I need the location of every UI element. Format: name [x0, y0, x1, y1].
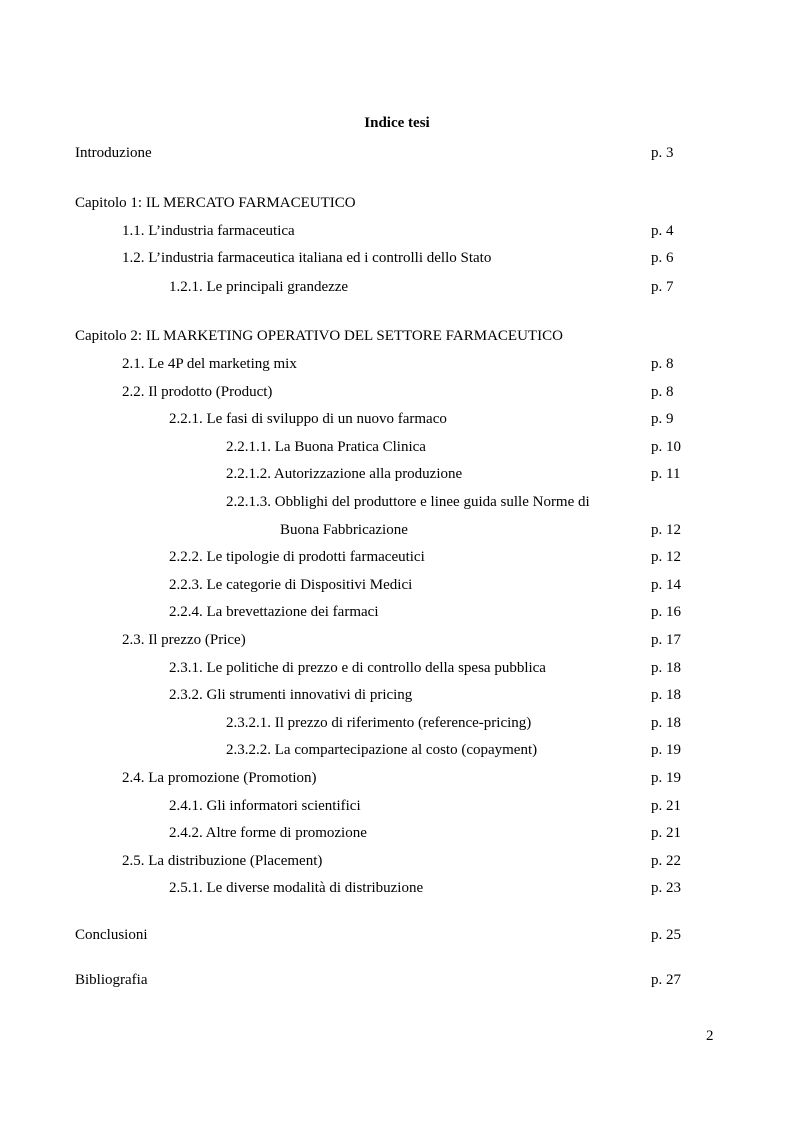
toc-entry-label: 1.1. L’industria farmaceutica [122, 223, 295, 239]
toc-entry-label: Bibliografia [75, 972, 148, 988]
toc-entry-page: p. 8 [651, 384, 674, 400]
toc-chapter-1 [0, 193, 794, 213]
toc-entry-label: 1.2. L’industria farmaceutica italiana ed i controlli dello Stato [122, 250, 492, 266]
toc-entry-page: p. 8 [651, 356, 674, 372]
toc-entry-page: p. 18 [651, 715, 681, 731]
toc-entry-introduzione [0, 143, 794, 163]
toc-entry-page: p. 27 [651, 972, 681, 988]
toc-entry-label: 2.3.2.2. La compartecipazione al costo (copayment) [226, 742, 538, 758]
toc-entry-label: 2.2.1. Le fasi di sviluppo di un nuovo farmaco [169, 411, 447, 427]
toc-entry-page: p. 23 [651, 880, 681, 896]
toc-entry-page: p. 21 [651, 825, 681, 841]
toc-entry-2-2-1-3-cont [0, 520, 794, 540]
toc-entry-label-continuation: Buona Fabbricazione [280, 522, 408, 538]
toc-entry-2-2-4 [0, 602, 794, 622]
toc-entry-label: 2.4. La promozione (Promotion) [122, 770, 317, 786]
toc-entry-label: 2.2.3. Le categorie di Dispositivi Medici [169, 577, 413, 593]
toc-entry-page: p. 17 [651, 632, 681, 648]
toc-entry-label: 2.5.1. Le diverse modalità di distribuzione [169, 880, 424, 896]
toc-entry-page: p. 25 [651, 927, 681, 943]
toc-entry-page: p. 22 [651, 853, 681, 869]
toc-entry-2-3-2-1 [0, 713, 794, 733]
toc-entry-page: p. 7 [651, 279, 674, 295]
toc-entry-2-2-3 [0, 575, 794, 595]
toc-entry-page: p. 16 [651, 604, 681, 620]
toc-entry-label: 2.2.1.2. Autorizzazione alla produzione [226, 466, 463, 482]
toc-entry-page: p. 21 [651, 798, 681, 814]
toc-entry-2-4-1 [0, 796, 794, 816]
toc-entry-1-2 [0, 248, 794, 268]
toc-entry-2-2-1-1 [0, 437, 794, 457]
toc-entry-2-2 [0, 382, 794, 402]
toc-entry-page: p. 10 [651, 439, 681, 455]
toc-entry-label: 2.2.2. Le tipologie di prodotti farmaceutici [169, 549, 425, 565]
toc-entry-page: p. 14 [651, 577, 681, 593]
toc-entry-label: Conclusioni [75, 927, 148, 943]
toc-entry-label: 2.2.1.3. Obblighi del produttore e linee guida sulle Norme di [226, 494, 590, 510]
toc-entry-label: 2.1. Le 4P del marketing mix [122, 356, 297, 372]
toc-entry-1-2-1 [0, 277, 794, 297]
toc-entry-page: p. 12 [651, 522, 681, 538]
toc-chapter-2 [0, 326, 794, 346]
page-title: Indice tesi [364, 115, 430, 131]
toc-entry-2-2-1 [0, 409, 794, 429]
toc-entry-2-5-1 [0, 878, 794, 898]
toc-entry-2-3-2-2 [0, 740, 794, 760]
toc-entry-page: p. 18 [651, 660, 681, 676]
toc-entry-label: 2.5. La distribuzione (Placement) [122, 853, 323, 869]
toc-entry-label: 2.3.1. Le politiche di prezzo e di controllo della spesa pubblica [169, 660, 546, 676]
toc-entry-label: 2.4.1. Gli informatori scientifici [169, 798, 361, 814]
toc-entry-2-3 [0, 630, 794, 650]
toc-entry-2-1 [0, 354, 794, 374]
toc-entry-bibliografia [0, 970, 794, 990]
toc-entry-2-3-2 [0, 685, 794, 705]
toc-entry-label: 2.2. Il prodotto (Product) [122, 384, 273, 400]
toc-entry-page: p. 12 [651, 549, 681, 565]
toc-entry-page: p. 19 [651, 770, 681, 786]
page-number: 2 [706, 1028, 714, 1044]
toc-entry-label: 2.3.2. Gli strumenti innovativi di pricing [169, 687, 413, 703]
toc-entry-1-1 [0, 221, 794, 241]
toc-entry-conclusioni [0, 925, 794, 945]
toc-entry-label: 2.3.2.1. Il prezzo di riferimento (reference-pricing) [226, 715, 532, 731]
toc-entry-label: 2.4.2. Altre forme di promozione [169, 825, 367, 841]
toc-entry-page: p. 6 [651, 250, 674, 266]
toc-entry-2-2-1-3 [0, 492, 794, 512]
toc-entry-2-5 [0, 851, 794, 871]
toc-entry-2-4-2 [0, 823, 794, 843]
toc-entry-label: 2.2.1.1. La Buona Pratica Clinica [226, 439, 426, 455]
toc-entry-label: 1.2.1. Le principali grandezze [169, 279, 349, 295]
toc-entry-2-4 [0, 768, 794, 788]
toc-entry-2-2-1-2 [0, 464, 794, 484]
toc-entry-page: p. 3 [651, 145, 674, 161]
toc-chapter-label: Capitolo 2: IL MARKETING OPERATIVO DEL SETTORE FARMACEUTICO [75, 328, 563, 344]
toc-entry-page: p. 9 [651, 411, 674, 427]
toc-entry-2-2-2 [0, 547, 794, 567]
toc-entry-page: p. 19 [651, 742, 681, 758]
toc-entry-label: 2.3. Il prezzo (Price) [122, 632, 246, 648]
toc-chapter-label: Capitolo 1: IL MERCATO FARMACEUTICO [75, 195, 356, 211]
toc-entry-page: p. 4 [651, 223, 674, 239]
toc-entry-2-3-1 [0, 658, 794, 678]
toc-entry-label: 2.2.4. La brevettazione dei farmaci [169, 604, 379, 620]
toc-entry-page: p. 11 [651, 466, 681, 482]
toc-entry-label: Introduzione [75, 145, 152, 161]
toc-entry-page: p. 18 [651, 687, 681, 703]
